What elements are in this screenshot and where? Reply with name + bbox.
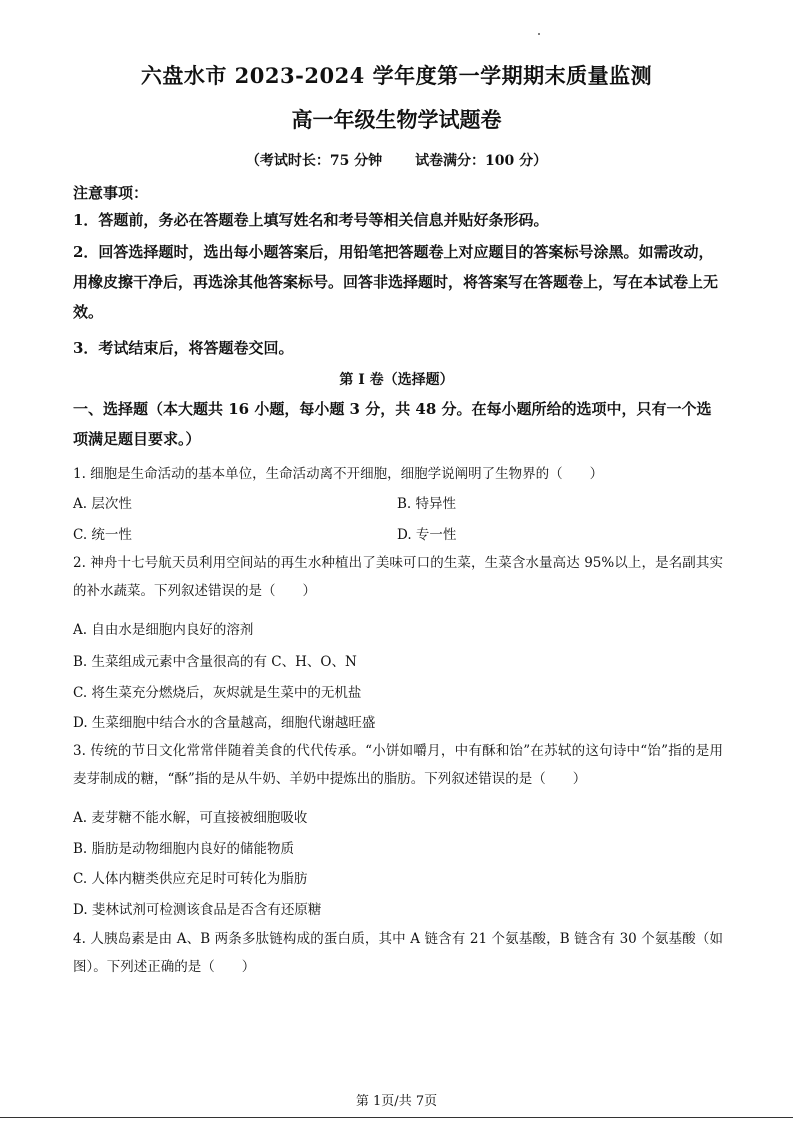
question-3-option-c: C. 人体内糖类供应充足时可转化为脂肪	[73, 871, 308, 887]
notice-item-1: 1．答题前，务必在答题卷上填写姓名和考号等相关信息并贴好条形码。	[73, 211, 549, 229]
question-1-stem: 1. 细胞是生命活动的基本单位，生命活动离不开细胞，细胞学说阐明了生物界的（ ）	[73, 466, 604, 482]
page-indicator: 第 1页/共 7页	[355, 1094, 438, 1109]
exam-time: （考试时长：75 分钟	[245, 153, 383, 169]
question-3-stem: 3. 传统的节日文化常常伴随着美食的代代传承。“小饼如嚼月，中有酥和饴”在苏轼的这句诗中“饴”指的是用麦芽制成的糖，“酥”指的是从牛奶、羊奶中提炼出的脂肪。下列叙述错误的是（ ）	[73, 743, 723, 787]
question-2-option-b: B. 生菜组成元素中含量很高的有 C、H、O、N	[73, 654, 357, 670]
question-1-option-a: A. 层次性	[73, 496, 132, 512]
scan-dot	[538, 33, 540, 35]
question-1-option-d: D. 专一性	[397, 527, 457, 543]
question-4-stem: 4. 人胰岛素是由 A、B 两条多肽链构成的蛋白质，其中 A 链含有 21 个氨基酸，B 链含有 30 个氨基酸（如图）。下列述正确的是（ ）	[73, 931, 723, 975]
question-2-option-a: A. 自由水是细胞内良好的溶剂	[73, 622, 254, 638]
bottom-divider	[0, 1117, 793, 1118]
question-1-option-b: B. 特异性	[397, 496, 457, 512]
exam-info	[0, 150, 793, 170]
question-3-option-d: D. 斐林试剂可检测该食品是否含有还原糖	[73, 902, 322, 918]
notice-item-2: 2．回答选择题时，选出每小题答案后，用铅笔把答题卷上对应题目的答案标号涂黑。如需改动，用橡皮擦干净后，再选涂其他答案标号。回答非选择题时，将答案写在答题卷上，写在本试卷上无效。	[73, 243, 719, 321]
exam-title: 六盘水市 2023-2024 学年度第一学期期末质量监测	[140, 63, 653, 88]
question-1-option-c: C. 统一性	[73, 527, 132, 543]
notice-item-3: 3．考试结束后，将答题卷交回。	[73, 339, 294, 357]
question-3-option-b: B. 脂肪是动物细胞内良好的储能物质	[73, 841, 295, 857]
notice-title: 注意事项：	[73, 184, 149, 202]
question-2-option-c: C. 将生菜充分燃烧后，灰烬就是生菜中的无机盐	[73, 685, 362, 701]
exam-subtitle: 高一年级生物学试题卷	[291, 107, 502, 132]
question-2-option-d: D. 生菜细胞中结合水的含量越高，细胞代谢越旺盛	[73, 715, 376, 731]
section-instructions: 一、选择题（本大题共 16 小题，每小题 3 分，共 48 分。在每小题所给的选项中，只有一个选项满足题目要求。）	[73, 400, 712, 448]
question-3-option-a: A. 麦芽糖不能水解，可直接被细胞吸收	[73, 810, 308, 826]
question-2-stem: 2. 神舟十七号航天员利用空间站的再生水种植出了美味可口的生菜，生菜含水量高达 95%以上，是名副其实的补水蔬菜。下列叙述错误的是（ ）	[73, 555, 723, 599]
full-score: 试卷满分：100 分）	[415, 153, 548, 169]
section-title: 第 I 卷（选择题）	[339, 372, 454, 388]
